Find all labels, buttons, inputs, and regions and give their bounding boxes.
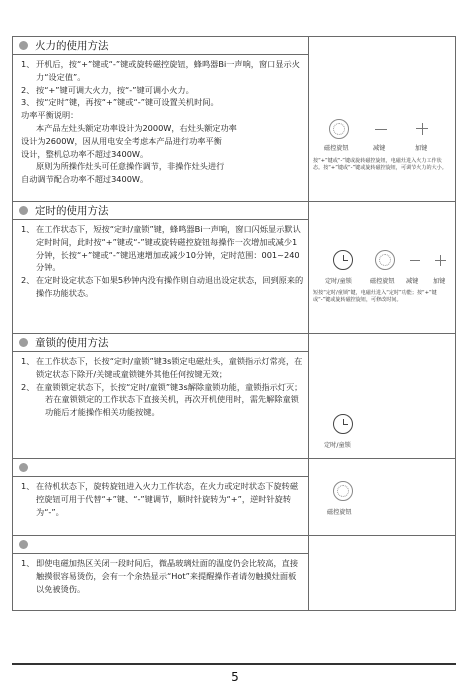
section-knob [13, 459, 455, 536]
bullet-icon [19, 540, 28, 549]
side-note: 短按“定时/童锁”键，电磁灶进入“定时”功能；按“+”键或“-”键或旋转磁控旋钮，可修改时间。 [313, 290, 437, 303]
list-item: 2、 在定时设定状态下如果5秒钟内没有操作则自动退出设定状态，回到原来的操作功能状态。 [21, 275, 304, 298]
section-power [13, 37, 455, 202]
page-number: 5 [231, 670, 239, 684]
magnetic-knob-icon [333, 481, 353, 501]
minus-label: 减键 [406, 278, 419, 285]
timer-label: 定时/童锁 [324, 442, 351, 449]
magnetic-knob-icon [329, 119, 349, 139]
bullet-icon [19, 41, 28, 50]
balance-line: 本产品左灶头额定功率设计为2000W，右灶头额定功率 [36, 122, 237, 133]
magnetic-knob-icon [375, 250, 395, 270]
list-item: 2、 在童锁锁定状态下，长按“定时/童锁”键3s解除童锁功能，童锁指示灯灭； [21, 381, 303, 392]
clock-icon [333, 414, 353, 434]
minus-icon [375, 129, 387, 130]
bullet-icon [19, 463, 28, 472]
list-item: 2、 按“+”键可调大火力，按“-”键可调小火力。 [21, 84, 194, 95]
knob-label: 磁控旋钮 [324, 145, 349, 152]
list-item: 1、 在工作状态下，长按“定时/童锁”键3s锁定电磁灶头，童锁指示灯常亮，在锁定状态下除开/关键或童锁键外其他任何按键无效； [21, 356, 303, 379]
clock-icon [333, 250, 353, 270]
minus-label: 减键 [373, 145, 386, 152]
list-item: 1、 开机后，按“+”键或“-”键或旋转磁控旋钮，蜂鸣器Bi一声响，窗口显示火力“设定值”。 [21, 59, 300, 82]
footer-rule [12, 663, 456, 665]
section-timer [13, 202, 455, 334]
plus-label: 加键 [415, 145, 428, 152]
timer-label: 定时/童锁 [325, 278, 352, 285]
extra-note: 若在童锁锁定的工作状态下直接关机，再次开机使用时，需先解除童锁功能后才能操作相关功能按键。 [45, 394, 299, 418]
section-child-lock [13, 334, 455, 459]
knob-label: 磁控旋钮 [370, 278, 395, 285]
bullet-icon [19, 206, 28, 215]
balance-line: 自动调节配合功率不超过3400W。 [21, 174, 149, 185]
knob-label: 磁控旋钮 [327, 509, 352, 516]
plus-label: 加键 [433, 278, 446, 285]
minus-icon [410, 260, 420, 261]
balance-title: 功率平衡说明： [21, 110, 79, 121]
balance-line: 设计，整机总功率不超过3400W。 [21, 148, 149, 159]
list-item: 3、 按“定时”键，再按“+”键或“-”键可设置关机时间。 [21, 97, 219, 108]
balance-line: 设计为2600W，因从用电安全考虑本产品进行功率平衡 [21, 135, 222, 146]
bullet-icon [19, 338, 28, 347]
list-item: 1、 在工作状态下，短按“定时/童锁”键，蜂鸣器Bi一声响，窗口闪烁显示默认定时时间，此时按“+”键或“-”键或旋转磁控旋钮每操作一次增加或减少1分钟，长按“+”键或“-”键迅速增加或减少10分钟，定时范围：001~240分钟。 [21, 224, 301, 273]
side-note: 按“+”键或“-”键或旋转磁控旋钮，电磁灶进入火力工作状态。按“+”键或“-”键或旋转磁控旋钮，可调节火力的大小。 [313, 158, 447, 171]
section-title: 火力的使用方法 [35, 40, 109, 52]
list-item: 1、 即使电磁加热区关闭一段时间后，微晶玻璃灶面的温度仍会比较高，直接触摸很容易烫伤，会有一个余热显示“Hot”来提醒操作者请勿触摸灶面板以免被烫伤。 [21, 558, 299, 594]
list-item: 1、 在待机状态下，旋转旋钮进入火力工作状态，在火力或定时状态下旋转磁控旋钮可用于代替“+”键、“-”键调节，顺时针旋转为“+”，逆时针旋转为“-”。 [21, 481, 299, 517]
instruction-table [12, 36, 456, 611]
section-title: 定时的使用方法 [35, 205, 109, 217]
balance-line: 原则为所操作灶头可任意操作调节，非操作灶头进行 [36, 161, 225, 172]
section-residual-heat [13, 536, 455, 610]
section-title: 童锁的使用方法 [35, 337, 109, 349]
